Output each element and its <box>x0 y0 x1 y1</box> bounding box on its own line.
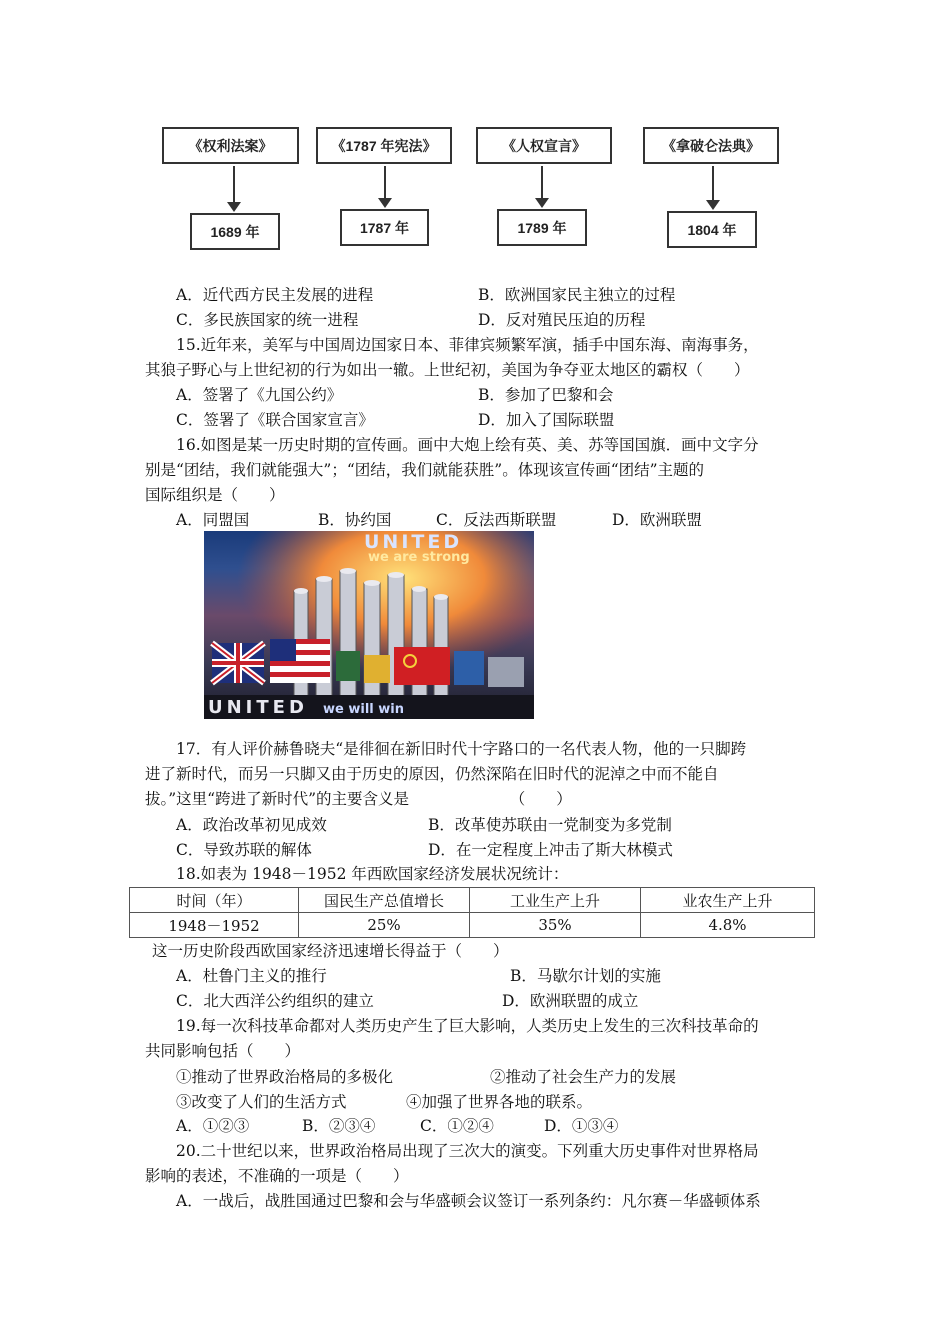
q18-option-d: D．欧洲联盟的成立 <box>502 992 639 1010</box>
table-header-cell: 业农生产上升 <box>641 888 815 913</box>
q15-option-b: B．参加了巴黎和会 <box>478 386 614 404</box>
q20-stem-line2: 影响的表述，不准确的一项是（ ） <box>145 1167 409 1185</box>
arrow-1 <box>233 166 235 210</box>
q16-option-d: D．欧洲联盟 <box>612 511 702 529</box>
q15-stem-line2: 其狼子野心与上世纪初的行为如出一辙。上世纪初，美国为争夺亚太地区的霸权（ ） <box>145 361 750 379</box>
q19-statement-1: ①推动了世界政治格局的多极化 <box>176 1068 394 1086</box>
soviet-flag <box>394 647 450 685</box>
doc-box-1787-constitution: 《1787 年宪法》 <box>316 127 452 164</box>
q19-option-b: B．②③④ <box>302 1117 376 1135</box>
doc-box-bill-of-rights: 《权利法案》 <box>162 127 299 164</box>
q19-statement-2: ②推动了社会生产力的发展 <box>490 1068 677 1086</box>
poster-tagline-bottom: we will win <box>323 702 404 717</box>
q15-option-c: C．签署了《联合国家宣言》 <box>176 411 374 429</box>
doc-box-napoleonic-code: 《拿破仑法典》 <box>643 127 779 164</box>
q17-option-c: C．导致苏联的解体 <box>176 841 312 859</box>
q14-option-c: C．多民族国家的统一进程 <box>176 311 359 329</box>
q18-option-c: C．北大西洋公约组织的建立 <box>176 992 374 1010</box>
q19-option-c: C．①②④ <box>420 1117 494 1135</box>
doc-box-rights-of-man: 《人权宣言》 <box>476 127 612 164</box>
table-header-cell: 工业生产上升 <box>470 888 641 913</box>
poster-headline-bottom <box>208 697 404 718</box>
q16-option-a: A．同盟国 <box>176 511 250 529</box>
q14-option-d: D．反对殖民压迫的历程 <box>478 311 646 329</box>
q17-stem-line1: 17．有人评价赫鲁晓夫“是徘徊在新旧时代十字路口的一名代表人物，他的一只脚跨 <box>176 740 747 758</box>
q17-stem-line3: 拔。”这里“跨进了新时代”的主要含义是 （ ） <box>145 790 572 808</box>
q14-option-b: B．欧洲国家民主独立的过程 <box>478 286 676 304</box>
q19-stem-line1: 19.每一次科技革命都对人类历史产生了巨大影响，人类历史上发生的三次科技革命的 <box>176 1017 759 1035</box>
table-cell: 35% <box>470 913 641 938</box>
q15-option-a: A．签署了《九国公约》 <box>176 386 343 404</box>
q19-option-a: A．①②③ <box>176 1117 250 1135</box>
arrow-4 <box>712 166 714 208</box>
q17-option-d: D．在一定程度上冲击了斯大林模式 <box>428 841 673 859</box>
q19-stem-line2: 共同影响包括（ ） <box>145 1042 301 1060</box>
poster-tagline-top: we are strong <box>368 550 470 565</box>
table-header-row <box>130 888 815 913</box>
year-box-1789: 1789 年 <box>497 209 587 246</box>
table-cell: 25% <box>299 913 470 938</box>
table-row <box>130 913 815 938</box>
q17-stem-line2: 进了新时代，而另一只脚又由于历史的原因，仍然深陷在旧时代的泥淖之中而不能自 <box>145 765 719 783</box>
table-header-cell: 国民生产总值增长 <box>299 888 470 913</box>
us-flag <box>270 639 330 683</box>
year-box-1689: 1689 年 <box>190 213 280 250</box>
q16-option-c: C．反法西斯联盟 <box>436 511 557 529</box>
q14-option-a: A．近代西方民主发展的进程 <box>176 286 374 304</box>
q16-stem-line3: 国际组织是（ ） <box>145 486 285 504</box>
economic-stats-table <box>129 887 815 938</box>
table-header-cell: 时间（年） <box>130 888 299 913</box>
q19-option-d: D．①③④ <box>544 1117 619 1135</box>
arrow-3 <box>541 166 543 206</box>
union-jack-flag <box>212 643 264 683</box>
q16-stem-line2: 别是“团结，我们就能强大”；“团结，我们就能获胜”。体现该宣传画“团结”主题的 <box>145 461 705 479</box>
arrow-2 <box>384 166 386 206</box>
q20-option-a: A．一战后，战胜国通过巴黎和会与华盛顿会议签订一系列条约：凡尔赛－华盛顿体系 <box>176 1192 761 1210</box>
year-box-1804: 1804 年 <box>667 211 757 248</box>
q15-option-d: D．加入了国际联盟 <box>478 411 615 429</box>
q18-option-a: A．杜鲁门主义的推行 <box>176 967 327 985</box>
table-cell: 1948－1952 <box>130 913 299 938</box>
q19-statement-4: ④加强了世界各地的联系。 <box>406 1093 593 1111</box>
q17-option-a: A．政治改革初见成效 <box>176 816 327 834</box>
poster-headline-top: UNITED <box>364 531 463 553</box>
table-cell: 4.8% <box>641 913 815 938</box>
q17-option-b: B．改革使苏联由一党制变为多党制 <box>428 816 672 834</box>
q18-option-b: B．马歇尔计划的实施 <box>510 967 661 985</box>
q18-question: 这一历史阶段西欧国家经济迅速增长得益于（ ） <box>152 942 509 960</box>
q16-stem-line1: 16.如图是某一历史时期的宣传画。画中大炮上绘有英、美、苏等国国旗．画中文字分 <box>176 436 759 454</box>
q16-option-b: B．协约国 <box>318 511 392 529</box>
q19-statement-3: ③改变了人们的生活方式 <box>176 1093 347 1111</box>
q20-stem-line1: 20.二十世纪以来，世界政治格局出现了三次大的演变。下列重大历史事件对世界格局 <box>176 1142 759 1160</box>
q18-stem: 18.如表为 1948－1952 年西欧国家经济发展状况统计： <box>176 865 569 883</box>
propaganda-poster-image <box>204 531 534 719</box>
year-box-1787: 1787 年 <box>340 209 429 246</box>
q15-stem-line1: 15.近年来，美军与中国周边国家日本、菲律宾频繁军演，插手中国东海、南海事务， <box>176 336 759 354</box>
poster-headline-bottom-main: UNITED <box>208 697 308 718</box>
